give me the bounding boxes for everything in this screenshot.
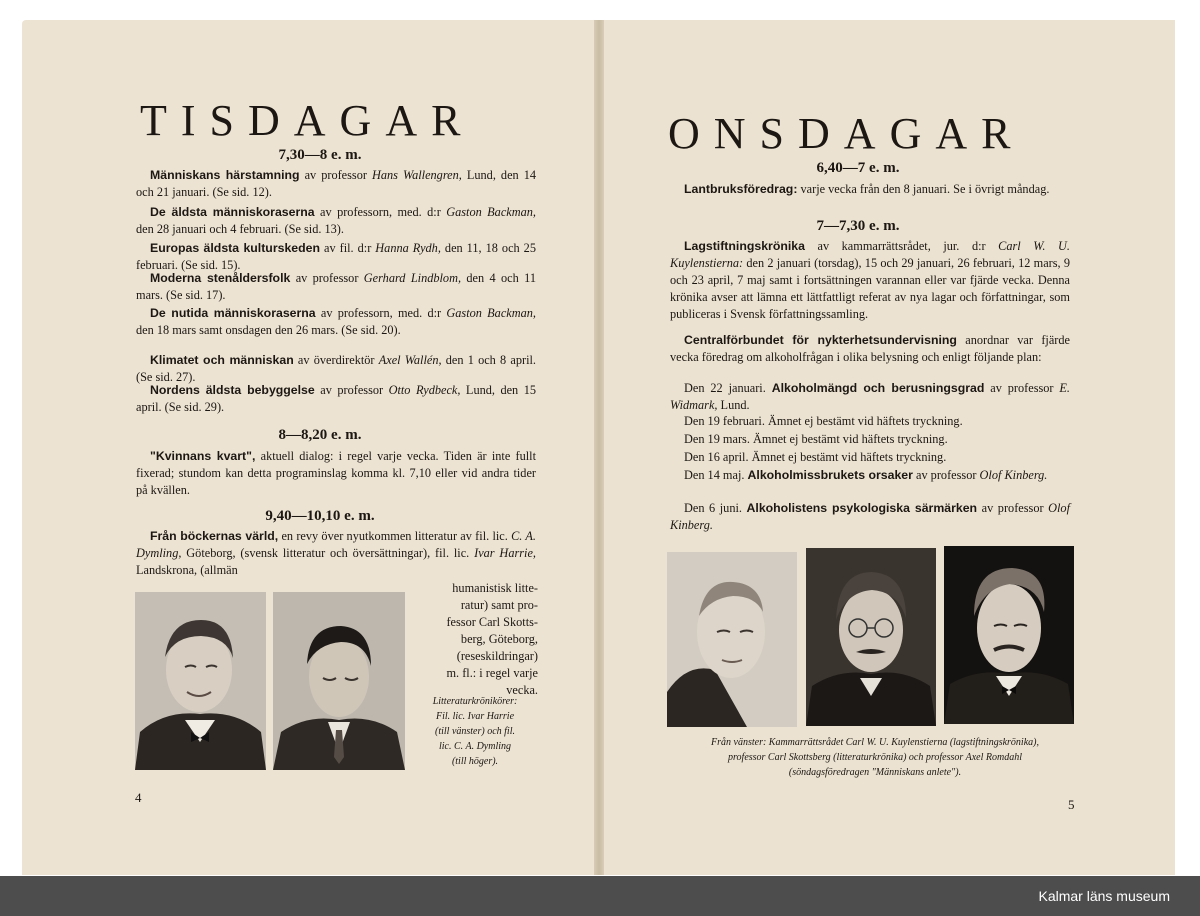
lecture-entry xyxy=(136,240,536,274)
plan-date: Den 22 januari. xyxy=(684,381,766,395)
plan-lecturer: Olof Kinberg. xyxy=(670,501,1070,532)
portrait-photo-skottsberg xyxy=(806,548,936,726)
side-line: fessor Carl Skotts- xyxy=(446,615,538,629)
plan-text: av professor xyxy=(984,381,1060,395)
side-line: m. fl.: i regel varje xyxy=(446,666,538,680)
lecture-entry xyxy=(136,305,536,339)
time-heading: 7,30—8 e. m. xyxy=(278,147,362,163)
caption-line: Litteraturkrönikörer: xyxy=(432,696,518,707)
caption-line: lic. C. A. Dymling xyxy=(438,741,512,752)
page-number: 5 xyxy=(1068,797,1075,812)
lecture-details: den 28 januari och 4 februari. (Se sid. 13). xyxy=(136,222,344,236)
plan-text: Ämnet ej bestämt vid häftets tryckning. xyxy=(749,432,948,446)
portrait-photo-dymling xyxy=(273,592,405,770)
lecture-text: av professor xyxy=(314,383,389,397)
plan-lecturer: E. Widmark, xyxy=(670,381,1071,412)
lecture-details: Lund, den 15 april. (Se sid. 29). xyxy=(136,383,536,414)
lecture-details: den 11, 18 och 25 februari. (Se sid. 15). xyxy=(136,241,536,272)
plan-entry xyxy=(670,500,1070,534)
plan-date: Den 19 februari. xyxy=(684,414,765,428)
lecture-text: av professorn, med. d:r xyxy=(315,306,447,320)
caption-line: Från vänster: Kammarrättsrådet Carl W. U. Kuylenstierna (lagstiftningskrönika), xyxy=(711,737,1039,748)
lecture-title: De nutida människoraserna xyxy=(150,306,316,320)
plan-topic: Alkoholmängd och berusningsgrad xyxy=(771,381,985,395)
plan-topic: Alkoholmissbrukets orsaker xyxy=(747,468,913,482)
plan-entry xyxy=(670,413,1070,430)
plan-date: Den 19 mars. xyxy=(684,432,750,446)
plan-date: Den 6 juni. xyxy=(684,501,742,515)
lecturer-name: Hanna Rydh, xyxy=(375,241,441,255)
lecture-title: Europas äldsta kulturskeden xyxy=(150,241,320,255)
caption-line: Fil. lic. Ivar Harrie xyxy=(435,711,515,722)
side-line: ratur) samt pro- xyxy=(460,598,538,612)
lecturer-name: Gaston Backman, xyxy=(446,205,536,219)
lecture-text: av överdirektör xyxy=(293,353,379,367)
lecture-details: den 18 mars samt onsdagen den 26 mars. (Se sid. 20). xyxy=(136,323,401,337)
lecture-entry xyxy=(136,270,536,304)
portrait-photo-harrie xyxy=(135,592,266,770)
lantbruk-paragraph: Lantbruksföredrag: varje vecka från den 8 januari. Se i övrigt måndag. xyxy=(684,182,1050,196)
book-gutter xyxy=(594,20,604,875)
photo-caption xyxy=(410,694,540,769)
portrait-photo-romdahl xyxy=(944,546,1074,724)
side-line: vecka. xyxy=(506,683,538,697)
page-number: 4 xyxy=(135,790,142,805)
side-line: humanistisk litte- xyxy=(452,581,538,595)
time-heading: 7—7,30 e. m. xyxy=(816,218,900,234)
plan-text: Ämnet ej bestämt vid häftets tryckning. xyxy=(764,414,963,428)
portrait-photo-kuylenstierna xyxy=(667,552,797,727)
side-column-text xyxy=(420,580,538,699)
lecturer-name: Gaston Backman, xyxy=(446,306,536,320)
lecture-title: Klimatet och människan xyxy=(150,353,294,367)
caption-line: professor Carl Skottsberg (litteraturkrönika) och professor Axel Romdahl xyxy=(728,752,1022,763)
lecturer-name: Otto Rydbeck, xyxy=(388,383,461,397)
kvinnans-kvart-paragraph: "Kvinnans kvart", aktuell dialog: i regel varje vecka. Tiden är inte fullt fixerad; stundom kan detta programinslag komma kl. 7,10 eller vid andra tider på kvällen. xyxy=(136,449,536,497)
plan-text: av professor xyxy=(912,468,980,482)
footer-bar xyxy=(0,876,1200,916)
plan-entry xyxy=(670,431,1070,448)
page-title-onsdagar: ONSDAGAR xyxy=(668,109,1025,158)
lecture-details: den 1 och 8 april. (Se sid. 27). xyxy=(136,353,536,384)
photo-caption xyxy=(655,735,1095,780)
lecture-title: De äldsta människoraserna xyxy=(150,205,315,219)
caption-line: (söndagsföredragen "Människans anlete"). xyxy=(788,767,962,778)
side-line: berg, Göteborg, xyxy=(460,632,538,646)
lecture-text: av fil. d:r xyxy=(319,241,376,255)
program-title: Lantbruksföredrag: xyxy=(684,182,798,196)
centralforbundet-paragraph: Centralförbundet för nykterhetsundervisning anordnar var fjärde vecka föredrag om alkoholfrågan i olika belysning och enligt följande plan: xyxy=(670,333,1070,364)
plan-text: Ämnet ej bestämt vid häftets tryckning. xyxy=(748,450,947,464)
lecture-entry xyxy=(136,382,536,416)
lecture-title: Människans härstamning xyxy=(150,168,300,182)
program-title: Från böckernas värld, xyxy=(150,529,279,543)
lecture-text: av professorn, med. d:r xyxy=(314,205,447,219)
lecture-title: Nordens äldsta bebyggelse xyxy=(150,383,315,397)
lecture-text: av professor xyxy=(299,168,372,182)
plan-date: Den 14 maj. xyxy=(684,468,745,482)
plan-date: Den 16 april. xyxy=(684,450,749,464)
lecture-text: av professor xyxy=(290,271,364,285)
lecture-entry xyxy=(136,204,536,238)
plan-lecturer: Olof Kinberg. xyxy=(979,468,1048,482)
caption-line: (till vänster) och fil. xyxy=(435,726,515,737)
plan-extra: Lund. xyxy=(717,398,750,412)
lecturer-name: Hans Wallengren, xyxy=(371,168,462,182)
side-line: (reseskildringar) xyxy=(456,649,538,663)
time-heading: 9,40—10,10 e. m. xyxy=(265,508,375,524)
time-heading: 6,40—7 e. m. xyxy=(816,160,900,176)
lecturer-name: Axel Wallén, xyxy=(378,353,442,367)
plan-topic: Alkoholistens psykologiska särmärken xyxy=(746,501,978,515)
page-title-tisdagar: TISDAGAR xyxy=(140,96,475,145)
lecture-title: Moderna stenåldersfolk xyxy=(150,271,291,285)
plan-entry xyxy=(670,467,1070,484)
lecture-entry xyxy=(136,352,536,386)
plan-entry xyxy=(670,449,1070,466)
caption-line: (till höger). xyxy=(451,756,499,767)
lecture-entry xyxy=(136,167,536,201)
program-title: "Kvinnans kvart", xyxy=(150,449,256,463)
program-title: Lagstiftningskrönika xyxy=(684,239,805,253)
lecture-details: den 4 och 11 mars. (Se sid. 17). xyxy=(136,271,536,302)
lagstiftning-paragraph: Lagstiftningskrönika av kammarrättsrådet, jur. d:r Carl W. U. Kuylenstierna: den 2 januari (torsdag), 15 och 29 januari, 26 februari, 12 mars, 9 och 23 april, 7 maj samt i fortsättningen varannan eller var fjärde vecka. Denna krönika avser att lämna ett lättfattligt referat av nya lagar och författningar, som publiceras i Svensk författningssamling. xyxy=(670,239,1070,321)
lecture-details: Lund, den 14 och 21 januari. (Se sid. 12). xyxy=(136,168,536,199)
plan-text: av professor xyxy=(977,501,1049,515)
plan-entry xyxy=(670,380,1070,414)
bockernas-varld-paragraph: Från böckernas värld, en revy över nyutkommen litteratur av fil. lic. C. A. Dymling, Göteborg, (svensk litteratur och översättningar), fil. lic. Ivar Harrie, Landskrona, (allmän xyxy=(136,529,536,577)
lecturer-name: Gerhard Lindblom, xyxy=(363,271,462,285)
program-title: Centralförbundet för nykterhetsundervisning xyxy=(684,333,957,347)
time-heading: 8—8,20 e. m. xyxy=(278,427,362,443)
museum-credit: Kalmar läns museum xyxy=(1038,888,1170,904)
